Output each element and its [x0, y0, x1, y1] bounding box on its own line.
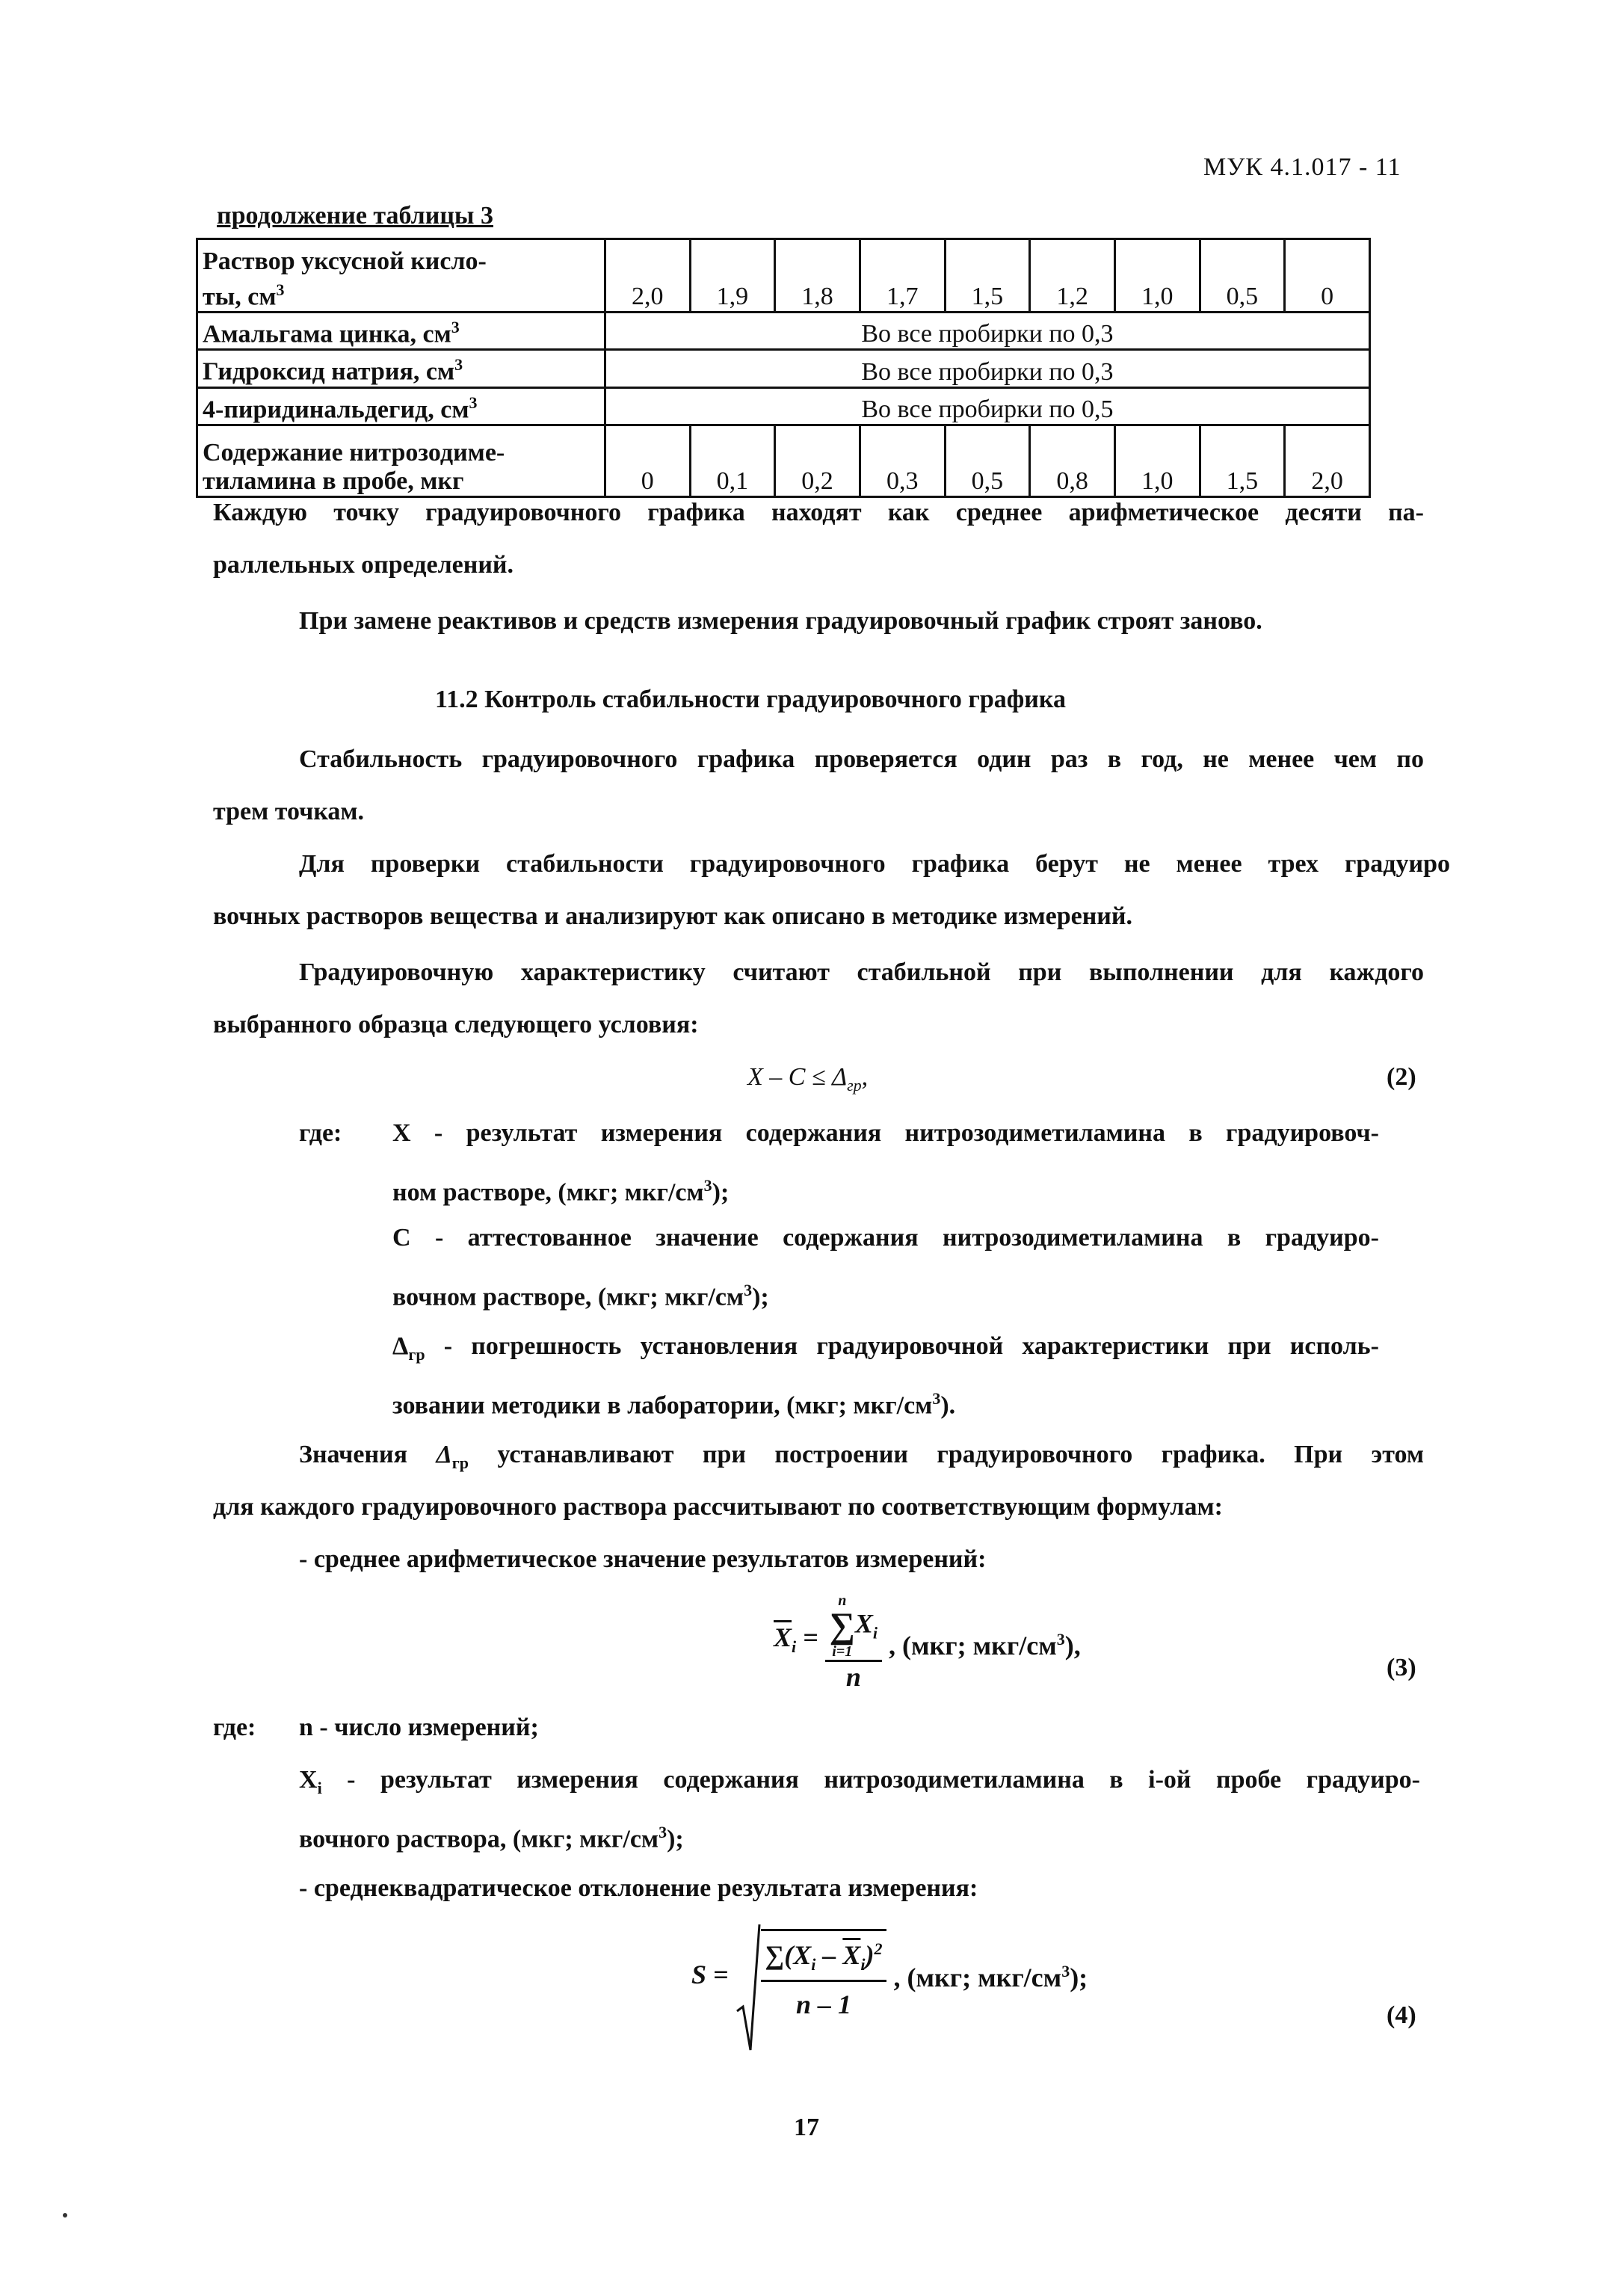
table-cell: 2,0	[605, 239, 690, 313]
document-code: МУК 4.1.017 - 11	[1203, 153, 1401, 181]
table-cell: 1,2	[1030, 239, 1115, 313]
row-label-line: 4-пиридинальдегид, см	[203, 395, 469, 423]
paragraph-line: раллельных определений.	[213, 551, 514, 579]
row-label-line: Гидроксид натрия, см	[203, 357, 455, 386]
sum-expression: ∑(X	[765, 1940, 812, 1970]
merged-cell: Во все пробирки по 0,3	[605, 350, 1369, 387]
punctuation: );	[667, 1825, 684, 1853]
eq4-units	[893, 1957, 1088, 1992]
row-label-line: Содержание нитрозодиме-	[203, 438, 505, 467]
page-number: 17	[794, 2114, 819, 2141]
row-label	[197, 313, 605, 350]
row-label	[197, 239, 605, 313]
table-row	[197, 350, 1370, 387]
units-text: , (мкг; мкг/см	[893, 1962, 1062, 1992]
row-label	[197, 387, 605, 425]
units-text: , (мкг; мкг/см	[889, 1630, 1057, 1661]
punctuation: );	[712, 1178, 730, 1207]
section-title: 11.2 Контроль стабильности градуировочного графика	[435, 686, 1066, 713]
mean-symbol: $\overline{X}$	[774, 1622, 792, 1652]
variable: X	[299, 1766, 318, 1794]
punctuation: );	[752, 1283, 769, 1311]
definition-text: вочного раствора, (мкг; мкг/см	[299, 1825, 659, 1853]
punctuation: ).	[940, 1391, 956, 1420]
row-label-line: Амальгама цинка, см	[203, 320, 451, 348]
subscript: i	[811, 1955, 816, 1975]
table-row	[197, 387, 1370, 425]
superscript: 3	[1061, 1961, 1070, 1980]
definition-line	[392, 1264, 769, 1324]
table-row	[197, 313, 1370, 350]
subscript: гр	[408, 1344, 425, 1364]
eq3-units	[889, 1625, 1081, 1661]
scan-speck	[63, 2213, 67, 2217]
subscript: i	[872, 1623, 878, 1643]
paragraph-text: устанавливают при построении градуировочного графика. При этом	[469, 1441, 1425, 1468]
table-cell: 1,8	[775, 239, 860, 313]
table-cell: 0,5	[1200, 239, 1285, 313]
where-label: где:	[299, 1119, 342, 1147]
table-cell: 1,5	[945, 239, 1030, 313]
merged-cell: Во все пробирки по 0,5	[605, 387, 1369, 425]
definition-text: вочном растворе, (мкг; мкг/см	[392, 1283, 744, 1311]
table-row	[197, 239, 1370, 313]
punctuation: ),	[1064, 1630, 1081, 1661]
table-cell: 1,0	[1114, 425, 1200, 496]
equation-4	[691, 1929, 1088, 2063]
delta-symbol: Δ	[436, 1441, 452, 1468]
denominator: n – 1	[796, 1989, 852, 2020]
table-cell: 0,3	[860, 425, 945, 496]
equation-2: $X - C \le \Delta_{гр}$,	[747, 1063, 869, 1095]
subscript: i	[860, 1955, 866, 1975]
eq3-lhs: $\overline{X}_i$ =	[774, 1622, 818, 1657]
reagent-table	[196, 238, 1371, 498]
table-caption: продолжение таблицы 3	[217, 202, 493, 230]
radicand	[761, 1929, 887, 2019]
sum-symbol: ∑	[829, 1606, 855, 1646]
equation-text: X – C ≤ Δ	[747, 1063, 848, 1091]
subscript: i	[317, 1778, 322, 1797]
paragraph-line: вочных растворов вещества и анализируют как описано в методике измерений.	[213, 902, 1132, 930]
superscript: 3	[451, 318, 460, 336]
table-cell: 0,8	[1030, 425, 1115, 496]
square-root	[735, 1929, 887, 2019]
radical-sign	[735, 1921, 761, 2056]
paragraph-line: для каждого градуировочного раствора рассчитывают по соответствующим формулам:	[213, 1493, 1223, 1521]
punctuation: );	[1070, 1962, 1088, 1992]
definition-line: X - результат измерения содержания нитрозодиметиламина в градуировоч-	[392, 1119, 1379, 1147]
mean-symbol: $\overline{X}$	[842, 1940, 861, 1970]
definition-line: n - число измерений;	[299, 1714, 539, 1741]
paragraph: - среднеквадратическое отклонение результата измерения:	[299, 1874, 978, 1902]
row-label-line: Раствор уксусной кисло-	[203, 247, 487, 275]
table-cell: 2,0	[1285, 425, 1370, 496]
table-cell: 1,7	[860, 239, 945, 313]
paragraph-line: Для проверки стабильности градуировочного графика берут не менее трех градуиро	[299, 850, 1450, 878]
definition-text: ном растворе, (мкг; мкг/см	[392, 1178, 704, 1207]
paragraph-line: трем точкам.	[213, 798, 365, 825]
sum-upper-limit: n	[838, 1592, 847, 1609]
paragraph-line: выбранного образца следующего условия:	[213, 1011, 699, 1038]
paragraph-text: Значения	[299, 1441, 437, 1468]
sum-lower-limit: i=1	[832, 1643, 853, 1660]
paren: )	[865, 1940, 875, 1970]
merged-cell: Во все пробирки по 0,3	[605, 313, 1369, 350]
numerator	[761, 1934, 887, 1982]
subscript: гр	[847, 1075, 862, 1095]
paragraph-line: Градуировочную характеристику считают стабильной при выполнении для каждого	[299, 958, 1424, 986]
superscript: 3	[659, 1823, 667, 1841]
equation-number: (3)	[1387, 1654, 1416, 1681]
definition-line: С - аттестованное значение содержания нитрозодиметиламина в градуиро-	[392, 1224, 1379, 1252]
row-label	[197, 350, 605, 387]
table-cell: 1,0	[1114, 239, 1200, 313]
superscript: 3	[1056, 1629, 1065, 1649]
superscript: 3	[744, 1281, 753, 1299]
table-cell: 0,5	[945, 425, 1030, 496]
definition-text: - погрешность установления градуировочной характеристики при исполь-	[425, 1332, 1379, 1360]
superscript: 2	[874, 1939, 883, 1958]
definition-text: - результат измерения содержания нитрозодиметиламина в i-ой пробе градуиро-	[321, 1766, 1420, 1794]
where-label: где:	[213, 1714, 256, 1741]
superscript: 3	[703, 1176, 712, 1195]
fraction	[825, 1592, 882, 1692]
paragraph-line: Каждую точку градуировочного графика находят как среднее арифметическое десяти па-	[213, 499, 1424, 526]
numerator	[825, 1592, 882, 1662]
table-cell: 0,2	[775, 425, 860, 496]
eq4-lhs: S =	[691, 1959, 729, 1989]
summation	[830, 1592, 855, 1660]
superscript: 3	[932, 1389, 941, 1408]
denominator: n	[845, 1662, 861, 1692]
definition-line	[392, 1372, 955, 1432]
subscript: i	[792, 1637, 797, 1657]
paragraph: При замене реактивов и средств измерения градуировочный график строят заново.	[299, 607, 1262, 635]
equation-3	[774, 1592, 1081, 1692]
table-cell: 1,5	[1200, 425, 1285, 496]
subscript: гр	[451, 1453, 469, 1472]
equation-number: (2)	[1387, 1063, 1416, 1091]
superscript: 3	[276, 280, 285, 299]
delta-symbol: Δ	[392, 1332, 409, 1360]
operator: –	[815, 1940, 843, 1970]
definition-text: зовании методики в лаборатории, (мкг; мкг/см	[392, 1391, 933, 1420]
fraction	[761, 1934, 887, 2019]
row-label-line: тиламина в пробе, мкг	[203, 467, 464, 495]
row-label-line: ты, см	[203, 283, 277, 310]
superscript: 3	[469, 393, 478, 412]
table-cell: 0	[605, 425, 690, 496]
paragraph: - среднее арифметическое значение результатов измерений:	[299, 1545, 987, 1573]
definition-line	[299, 1806, 684, 1866]
superscript: 3	[454, 355, 463, 375]
table-cell: 0	[1285, 239, 1370, 313]
paragraph-line: Стабильность градуировочного графика проверяется один раз в год, не менее чем по	[299, 745, 1424, 773]
table-cell: 0,1	[690, 425, 775, 496]
variable: X	[854, 1608, 873, 1639]
equation-number: (4)	[1387, 2001, 1416, 2029]
table-cell: 1,9	[690, 239, 775, 313]
